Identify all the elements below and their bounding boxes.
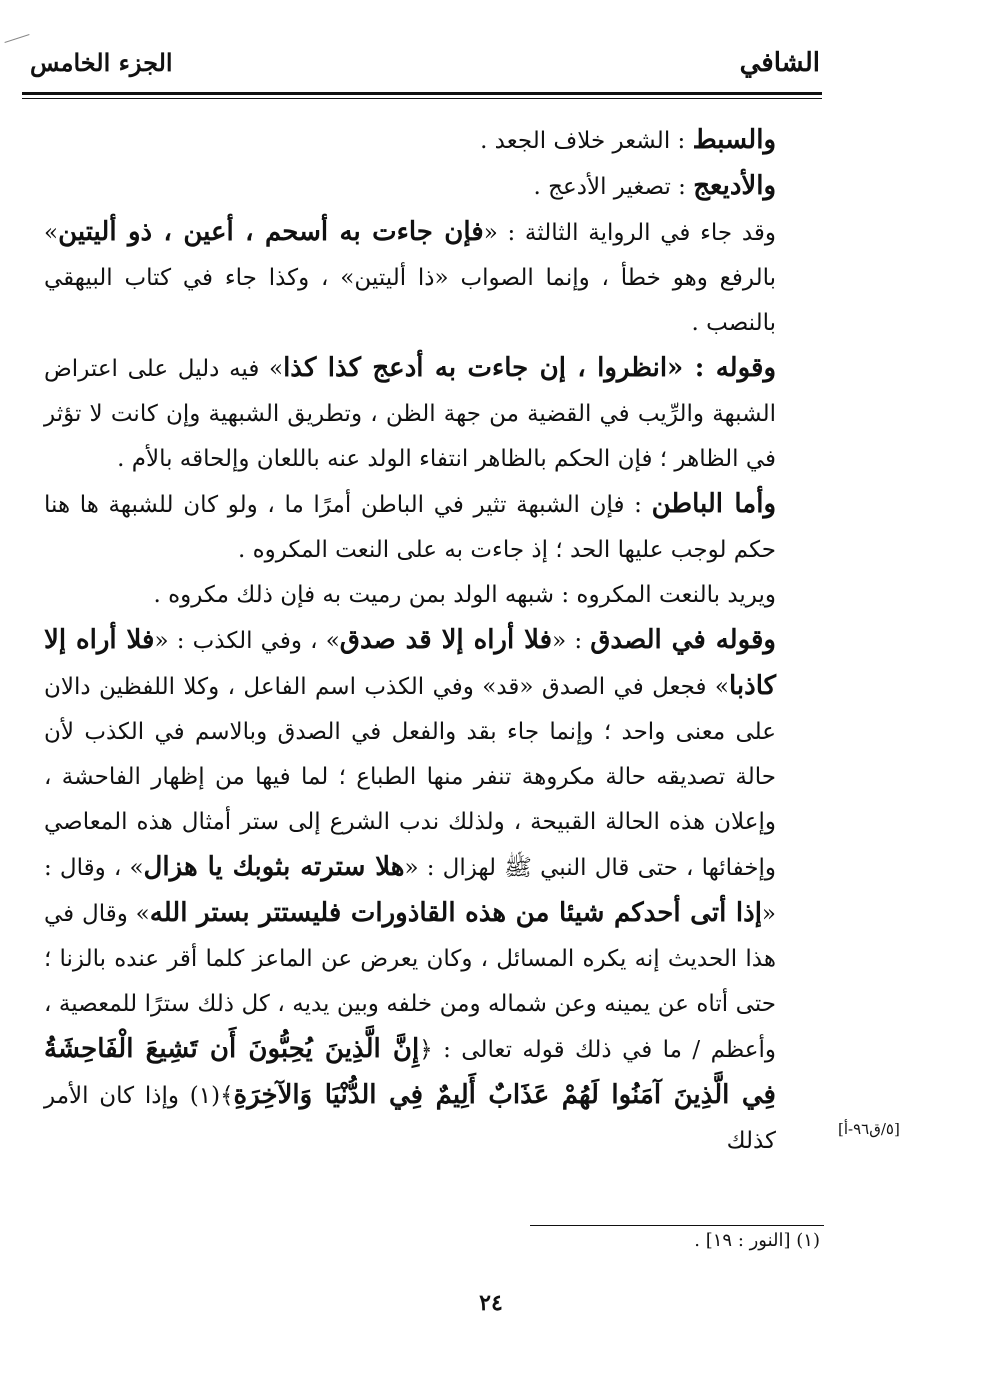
margin-note: [٥/ق٩٦-أ]	[838, 1120, 900, 1138]
text-run: ويريد بالنعت المكروه : شبهه الولد بمن رميت به فإن ذلك مكروه .	[153, 582, 776, 608]
text-run: » فيه دليل على اعتراض الشبهة والرِّيب في القضية من جهة الظن ، وتطريق الشبهية وإن كانت لا تؤثر في الظاهر ؛ فإن الحكم بالظاهر انتفاء الولد عنه باللعان وإلحاقه بالأم .	[44, 356, 776, 472]
paragraph	[44, 618, 824, 1164]
bold-text: فلا أراه إلا قد صدق	[339, 625, 553, 655]
paragraph	[44, 164, 824, 210]
bold-text: وقوله : «	[667, 353, 776, 383]
text-run: » بالرفع وهو خطأ ، وإنما الصواب «ذا أليتين» ، وكذا جاء في كتاب البيهقي بالنصب .	[44, 220, 776, 336]
paragraph	[44, 346, 824, 482]
paragraph	[44, 118, 824, 164]
bold-text: والأديعج	[693, 171, 776, 201]
text-run: : «	[552, 628, 591, 654]
bold-text: والسبط	[692, 125, 776, 155]
text-run: وقد جاء في الرواية الثالثة : «	[483, 220, 777, 246]
footnote: (١) [النور : ١٩] .	[694, 1230, 820, 1251]
header-rule-thick	[22, 92, 822, 95]
bold-text: فلا أراه إلا كاذبا	[44, 625, 776, 701]
bold-text: إِنَّ الَّذِينَ يُحِبُّونَ أَن تَشِيعَ الْفَاحِشَةُ فِي الَّذِينَ آمَنُوا لَهُمْ عَذَابٌ أَلِيمٌ فِي الدُّنْيَا وَالآخِرَةِ	[44, 1034, 776, 1110]
header-rule-thin	[22, 98, 822, 99]
footnote-rule	[530, 1225, 824, 1226]
bold-text: وقوله في الصدق	[590, 625, 776, 655]
page-header	[30, 44, 830, 84]
bold-text: انظروا ، إن جاءت به أدعج كذا كذا	[283, 353, 668, 383]
paragraph	[44, 210, 824, 346]
book-title: الشافي	[739, 48, 820, 78]
text-run: » فجعل في الصدق «قد» وفي الكذب اسم الفاعل ، وكلا اللفظين دالان على معنى واحد ؛ وإنما جاء بقد والفعل في الصدق وبالاسم في الكذب لأن حالة تصديقه حالة مكروهة تنفر منها الطباع ؛ لما فيها من إظهار الفاحشة ، وإعلان هذه الحالة القبيحة ، ولذلك ندب الشرع إلى ستر أمثال هذه المعاصي وإخفائها ، حتى قال النبي ﷺ لهزال : «	[44, 674, 777, 881]
bold-text: هلا سترته بثوبك يا هزال	[143, 852, 405, 882]
text-run: ﴾(١) وإذا كان الأمر كذلك	[44, 1083, 776, 1154]
text-run: » ، وقال : «	[44, 855, 776, 927]
corner-mark	[4, 34, 29, 43]
text-run: » وقال في هذا الحديث إنه يكره المسائل ، وكان يعرض عن الماعز كلما أقر عنده بالزنا ؛ حتى أتاه عن يمينه وعن شماله ومن خلفه وبين يديه ، كل ذلك سترًا للمعصية ، وأعظم / ما في ذلك قوله تعالى : ﴿	[44, 901, 776, 1063]
text-run: : تصغير الأدعج .	[533, 174, 694, 200]
text-run: : فإن الشبهة تثير في الباطن أمرًا ما ، ولو كان للشبهة ها هنا حكم لوجب عليها الحد ؛ إذ جاءت به على النعت المكروه .	[44, 492, 776, 563]
paragraph	[44, 482, 824, 573]
main-text	[44, 118, 824, 1164]
text-run: : الشعر خلاف الجعد .	[480, 128, 693, 154]
part-title: الجزء الخامس	[30, 48, 173, 77]
page-number: ٢٤	[479, 1290, 503, 1316]
bold-text: وأما الباطن	[651, 489, 777, 519]
text-run: » ، وفي الكذب : «	[154, 628, 340, 654]
bold-text: فإن جاءت به أسحم ، أعين ، ذو أليتين	[58, 217, 484, 247]
bold-text: إذا أتى أحدكم شيئا من هذه القاذورات فليستتر بستر الله	[149, 898, 762, 928]
paragraph	[44, 573, 824, 618]
